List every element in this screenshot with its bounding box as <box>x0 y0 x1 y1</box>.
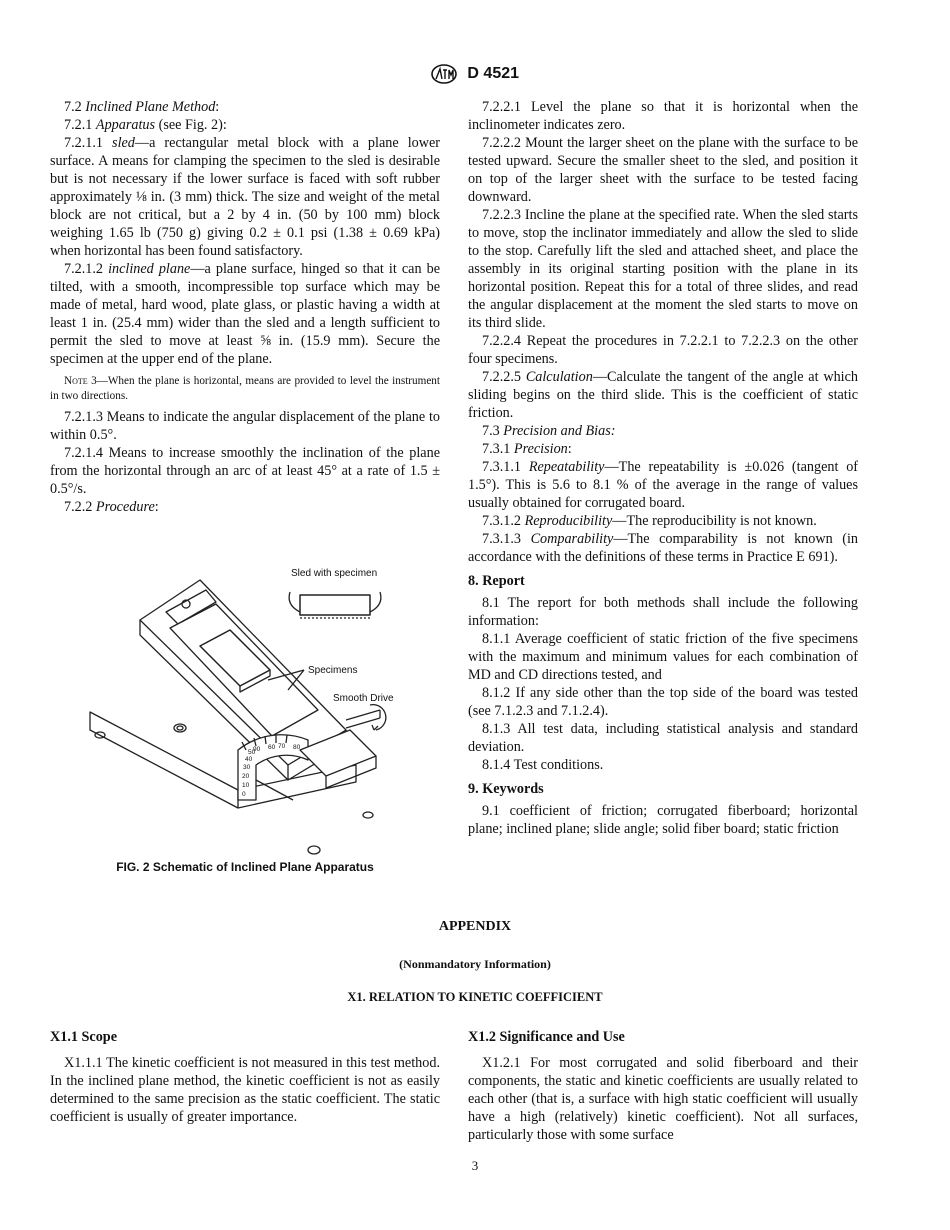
figure-label-specimens: Specimens <box>308 665 358 676</box>
page-number: 3 <box>471 1158 479 1173</box>
scale-label: 60 <box>268 744 276 751</box>
section-7-2-2-1: 7.2.2.1 Level the plane so that it is horizontal when the inclinometer indicates zero. <box>468 99 858 133</box>
section-7-2-2-2: 7.2.2.2 Mount the larger sheet on the plane with the surface to be tested upward. Secure the smaller sheet to the sled, and position it on top of the larger sheet with the surface to be tested facing downward. <box>468 135 858 205</box>
page-header <box>0 64 950 84</box>
section-7-2-2-4: 7.2.2.4 Repeat the procedures in 7.2.2.1 to 7.2.2.3 on the other four specimens. <box>468 333 858 367</box>
section-7-3-1-3: 7.3.1.3 Comparability—The comparability is not known (in accordance with the definitions of these terms in Practice E 691). <box>468 531 859 565</box>
scale-label: 20 <box>242 773 250 780</box>
figure-label-drive: Smooth Drive <box>333 693 394 704</box>
appendix-title: APPENDIX <box>438 919 512 934</box>
section-7-2-2-5: 7.2.2.5 Calculation—Calculate the tangent of the angle at which sliding begins on the third slide. This is the coefficient of static friction. <box>468 369 858 421</box>
appendix-right-column <box>468 1028 858 1144</box>
left-column <box>50 98 440 516</box>
document-designation: D 4521 <box>467 65 520 83</box>
figure-label-sled: Sled with specimen <box>291 568 378 579</box>
section-9-1: 9.1 coefficient of friction; corrugated fiberboard; horizontal plane; inclined plane; slide angle; solid fiber board; static friction <box>468 803 858 837</box>
section-9-heading: 9. Keywords <box>468 781 544 797</box>
scale-label: 0 <box>242 791 246 798</box>
astm-logo-icon <box>431 64 457 84</box>
note-3: Note 3—When the plane is horizontal, means are provided to level the instrument in two directions. <box>50 375 440 402</box>
scale-label: 50 <box>248 749 256 756</box>
section-7-2-2-3: 7.2.2.3 Incline the plane at the specified rate. When the sled starts to move, stop the inclinator immediately and allow the sled to slide to the stop. Carefully lift the sled and attached sheet, and place the assembly in its original starting position with the plane in its horizontal position. Repeat this for a total of three slides, and read the angular displacement at the moment the sled starts to move on its third slide. <box>468 207 858 331</box>
scale-label: 30 <box>243 764 251 771</box>
scale-label: 80 <box>293 744 301 751</box>
x1-1-heading: X1.1 Scope <box>50 1029 117 1045</box>
section-7-2-1-4: 7.2.1.4 Means to increase smoothly the inclination of the plane from the horizontal through an arc of at least 45° at a rate of 1.5 ± 0.5°/s. <box>50 445 440 497</box>
right-column <box>468 98 858 838</box>
section-8-1-4: 8.1.4 Test conditions. <box>482 757 604 773</box>
section-8-1-1: 8.1.1 Average coefficient of static friction of the five specimens with the maximum and minimum values for each combination of MD and CD directions tested, and <box>468 631 858 683</box>
section-7-3-1-1: 7.3.1.1 Repeatability—The repeatability is ±0.026 (tangent of 1.5°). This is 5.6 to 8.1 % of the average in the range of values usually obtained for corrugated board. <box>468 459 859 511</box>
section-8-heading: 8. Report <box>468 573 525 589</box>
x1-2-heading: X1.2 Significance and Use <box>468 1029 625 1045</box>
scale-label: 40 <box>245 756 253 763</box>
x1-2-1: X1.2.1 For most corrugated and solid fiberboard and their components, the static and kinetic coefficients are usually related to each other (that is, a surface with high static coefficient will usually have a high (relatively) kinetic coefficient). Not all surfaces, particularly those with some surface <box>468 1055 858 1143</box>
section-7-3-1: 7.3.1 Precision: <box>482 441 572 457</box>
section-7-3: 7.3 Precision and Bias: <box>482 423 616 439</box>
appendix-subtitle: (Nonmandatory Information) <box>399 957 551 971</box>
appendix-x1-title: X1. RELATION TO KINETIC COEFFICIENT <box>347 990 603 1004</box>
section-7-2: 7.2 Inclined Plane Method: <box>64 99 220 115</box>
section-7-2-1-1: 7.2.1.1 sled—a rectangular metal block with a plane lower surface. A means for clamping the specimen to the sled is desirable but is not necessary if the lower surface is faced with soft rubber approximately ⅛ in. (3 mm) thick. The size and weight of the metal block are not critical, but a 2 by 4 in. (50 by 100 mm) block weighing 1.65 lb (750 g) giving 0.2 ± 0.1 psi (1.38 ± 0.69 kPa) when horizontal has been found satisfactory. <box>50 135 440 259</box>
scale-label: 90 <box>253 746 261 753</box>
section-7-2-1-2: 7.2.1.2 inclined plane—a plane surface, hinged so that it can be tilted, with a smooth, incompressible top surface which may be made of metal, hard wood, plate glass, or plastic having a width at least 1 in. (25.4 mm) wider than the sled and a length sufficient to permit the sled to move at least ⅝ in. (15.9 mm). Secure the specimen at the upper end of the plane. <box>50 261 440 367</box>
section-7-2-1: 7.2.1 Apparatus (see Fig. 2): <box>64 117 227 133</box>
section-8-1: 8.1 The report for both methods shall include the following information: <box>468 595 858 629</box>
section-8-1-3: 8.1.3 All test data, including statistical analysis and standard deviation. <box>468 721 858 755</box>
x1-1-1: X1.1.1 The kinetic coefficient is not measured in this test method. In the inclined plane method, the kinetic coefficient is not as easily determined to the same precision as the static coefficient. The static coefficient is usually of greater importance. <box>50 1055 440 1125</box>
scale-label: 10 <box>242 782 250 789</box>
section-7-3-1-2: 7.3.1.2 Reproducibility—The reproducibility is not known. <box>482 513 817 529</box>
scale-label: 70 <box>278 743 286 750</box>
section-7-2-2: 7.2.2 Procedure: <box>64 499 159 515</box>
inclined-plane-figure <box>88 560 438 860</box>
figure-caption: FIG. 2 Schematic of Inclined Plane Apparatus <box>116 860 374 874</box>
appendix-left-column <box>50 1028 440 1126</box>
section-7-2-1-3: 7.2.1.3 Means to indicate the angular displacement of the plane to within 0.5°. <box>50 409 440 443</box>
section-8-1-2: 8.1.2 If any side other than the top side of the board was tested (see 7.1.2.3 and 7.1.2.4). <box>468 685 858 719</box>
